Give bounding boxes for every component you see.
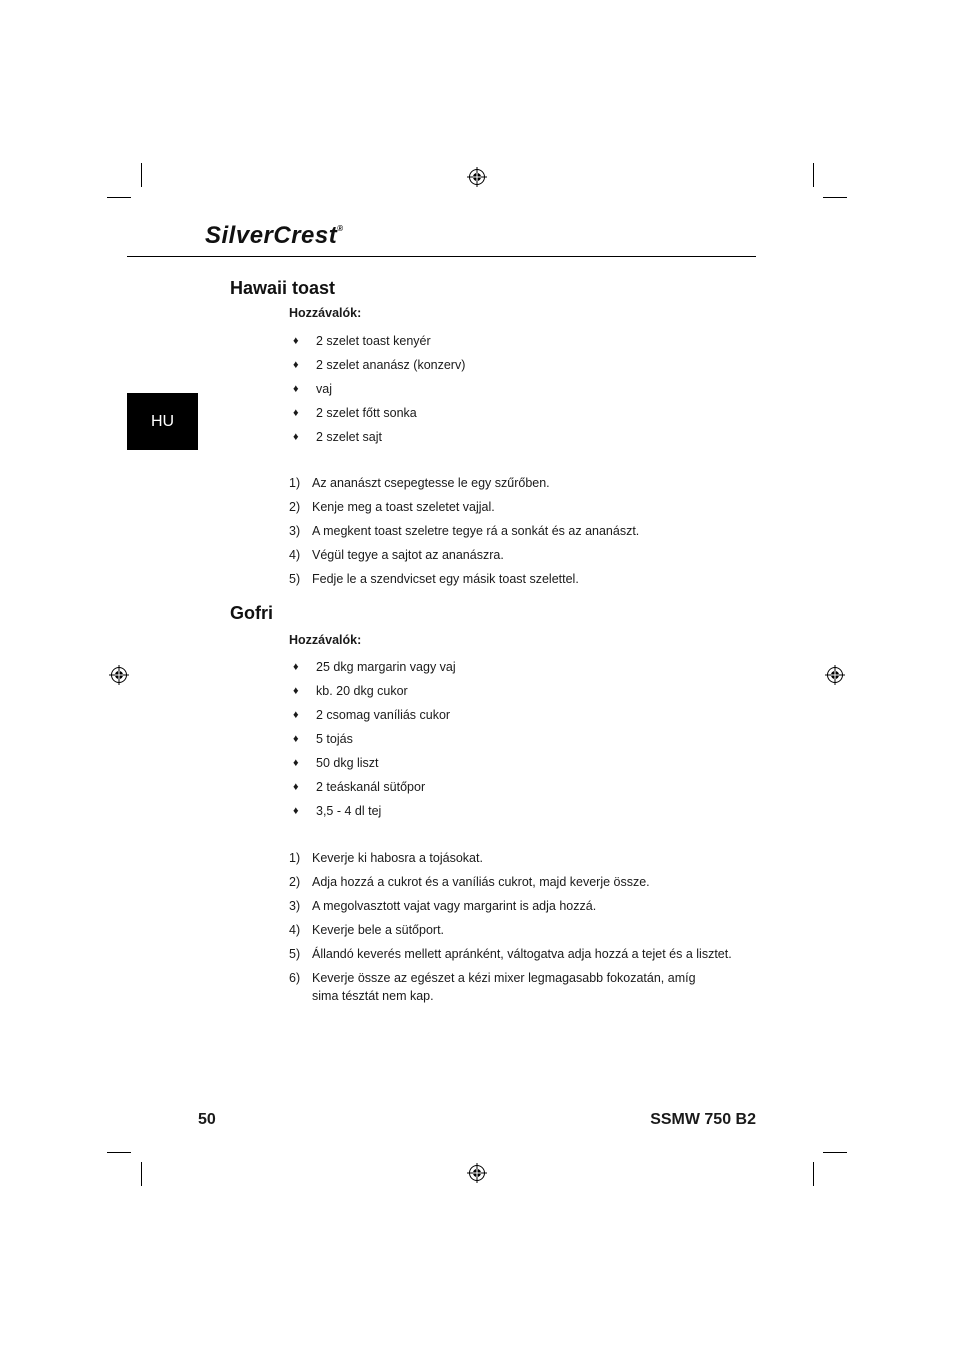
step-text: Végül tegye a sajtot az ananászra. — [312, 548, 504, 562]
step-number: 1) — [289, 851, 301, 865]
list-item — [289, 970, 704, 1005]
step-text: A megolvasztott vajat vagy margarint is adja hozzá. — [312, 899, 597, 913]
ingredient-text: 25 dkg margarin vagy vaj — [316, 660, 456, 674]
registration-mark-icon — [109, 665, 129, 685]
language-tab — [127, 393, 198, 450]
step-text: Állandó keverés mellett apránként, váltogatva adja hozzá a tejet és a lisztet. — [312, 947, 732, 961]
diamond-bullet-icon: ♦ — [293, 805, 299, 817]
ingredient-text: 2 szelet toast kenyér — [316, 334, 431, 348]
crop-mark — [813, 1162, 814, 1186]
crop-mark — [823, 1152, 847, 1153]
step-text: Keverje ki habosra a tojásokat. — [312, 851, 483, 865]
step-text: Keverje össze az egészet a kézi mixer legmagasabb fokozatán, amíg sima tésztát nem kap. — [312, 971, 696, 1003]
ingredient-text: 5 tojás — [316, 732, 353, 746]
diamond-bullet-icon: ♦ — [293, 335, 299, 347]
ingredient-text: vaj — [316, 382, 332, 396]
list-item — [289, 659, 739, 683]
diamond-bullet-icon: ♦ — [293, 359, 299, 371]
step-text: A megkent toast szeletre tegye rá a sonkát és az ananászt. — [312, 524, 640, 538]
diamond-bullet-icon: ♦ — [293, 781, 299, 793]
step-list — [289, 475, 739, 595]
ingredient-list — [289, 659, 739, 827]
ingredient-list — [289, 333, 739, 453]
step-number: 2) — [289, 875, 301, 889]
list-item — [289, 683, 739, 707]
list-item — [289, 850, 739, 874]
list-item — [289, 547, 739, 571]
step-text: Keverje bele a sütőport. — [312, 923, 445, 937]
step-number: 2) — [289, 500, 301, 514]
list-item — [289, 381, 739, 405]
diamond-bullet-icon: ♦ — [293, 685, 299, 697]
step-number: 5) — [289, 572, 301, 586]
step-number: 6) — [289, 971, 301, 985]
diamond-bullet-icon: ♦ — [293, 431, 299, 443]
list-item — [289, 405, 739, 429]
crop-mark — [813, 163, 814, 187]
list-item — [289, 357, 739, 381]
step-number: 4) — [289, 923, 301, 937]
list-item — [289, 475, 739, 499]
ingredient-text: 2 szelet főtt sonka — [316, 406, 417, 420]
step-number: 1) — [289, 476, 301, 490]
step-text: Az ananászt csepegtesse le egy szűrőben. — [312, 476, 550, 490]
step-number: 5) — [289, 947, 301, 961]
ingredients-heading: Hozzávalók: — [289, 633, 362, 647]
list-item — [289, 731, 739, 755]
step-list — [289, 850, 739, 1005]
diamond-bullet-icon: ♦ — [293, 757, 299, 769]
step-number: 3) — [289, 899, 301, 913]
diamond-bullet-icon: ♦ — [293, 383, 299, 395]
section-title: Hawaii toast — [230, 278, 336, 298]
step-text: Adja hozzá a cukrot és a vaníliás cukrot, majd keverje össze. — [312, 875, 650, 889]
registration-mark-icon — [467, 1163, 487, 1183]
ingredient-text: 2 szelet sajt — [316, 430, 383, 444]
step-text: Fedje le a szendvicset egy másik toast szelettel. — [312, 572, 579, 586]
registered-mark: ® — [337, 224, 344, 233]
crop-mark — [141, 163, 142, 187]
list-item — [289, 755, 739, 779]
crop-mark — [823, 197, 847, 198]
list-item — [289, 333, 739, 357]
diamond-bullet-icon: ♦ — [293, 733, 299, 745]
brand-logo — [205, 222, 344, 250]
list-item — [289, 898, 739, 922]
step-text: Kenje meg a toast szeletet vajjal. — [312, 500, 495, 514]
list-item — [289, 499, 739, 523]
list-item — [289, 523, 739, 547]
list-item — [289, 803, 739, 827]
section-title: Gofri — [230, 603, 273, 623]
diamond-bullet-icon: ♦ — [293, 407, 299, 419]
brand-name: SilverCrest — [205, 222, 338, 249]
step-number: 3) — [289, 524, 301, 538]
ingredient-text: kb. 20 dkg cukor — [316, 684, 408, 698]
list-item — [289, 779, 739, 803]
list-item — [289, 429, 739, 453]
list-item — [289, 707, 739, 731]
registration-mark-icon — [825, 665, 845, 685]
ingredients-heading: Hozzávalók: — [289, 306, 362, 320]
list-item — [289, 922, 739, 946]
language-tab-label: HU — [150, 412, 175, 430]
header-rule — [127, 256, 756, 257]
model-number: SSMW 750 B2 — [650, 1111, 756, 1128]
page-number: 50 — [198, 1111, 216, 1128]
ingredient-text: 2 csomag vaníliás cukor — [316, 708, 451, 722]
ingredient-text: 2 teáskanál sütőpor — [316, 780, 426, 794]
step-number: 4) — [289, 548, 301, 562]
ingredient-text: 3,5 - 4 dl tej — [316, 804, 382, 818]
crop-mark — [107, 197, 131, 198]
crop-mark — [141, 1162, 142, 1186]
registration-mark-icon — [467, 167, 487, 187]
ingredient-text: 2 szelet ananász (konzerv) — [316, 358, 466, 372]
crop-mark — [107, 1152, 131, 1153]
ingredient-text: 50 dkg liszt — [316, 756, 379, 770]
list-item — [289, 946, 739, 970]
list-item — [289, 571, 739, 595]
diamond-bullet-icon: ♦ — [293, 661, 299, 673]
list-item — [289, 874, 739, 898]
diamond-bullet-icon: ♦ — [293, 709, 299, 721]
